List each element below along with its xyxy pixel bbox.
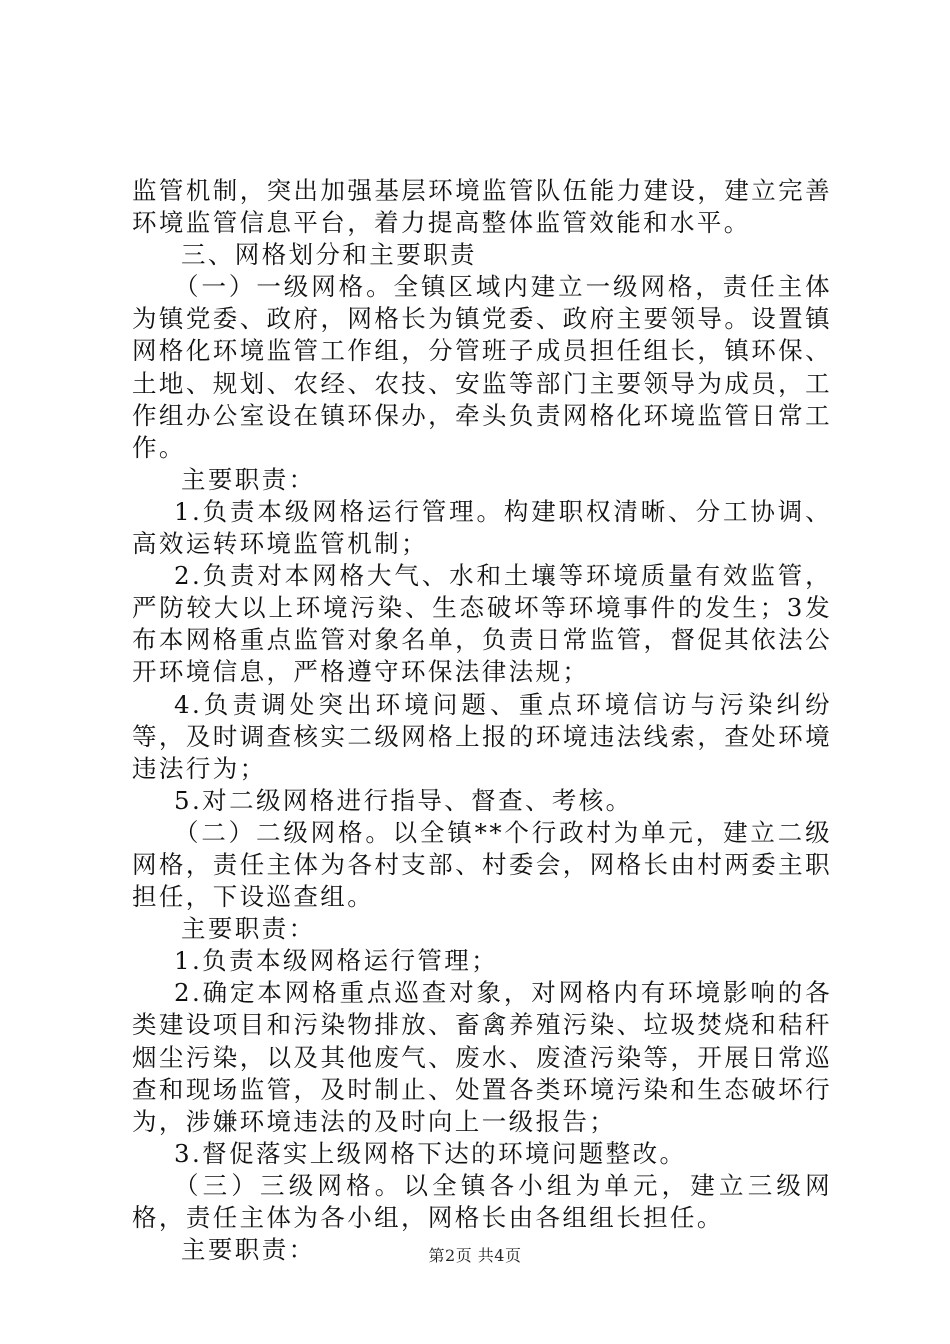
page-footer — [0, 1243, 950, 1266]
subheading: 主要职责： — [181, 1235, 316, 1265]
list-item: 2.确定本网格重点巡查对象，对网格内有环境影响的各类建设项目和污染物排放、畜禽养殖污染、垃圾焚烧和秸秆烟尘污染，以及其他废气、废水、废渣污染等，开展日常巡查和现场监管，及时制止、处置各类环境污染和生态破坏行为，涉嫌环境违法的及时向上一级报告； — [132, 978, 832, 1136]
subheading: 主要职责： — [181, 914, 316, 944]
document-body — [132, 175, 832, 1266]
section-heading: 三、网格划分和主要职责 — [181, 240, 477, 270]
list-item: 2.负责对本网格大气、水和土壤等环境质量有效监管，严防较大以上环境污染、生态破坏等环境事件的发生；3发布本网格重点监管对象名单，负责日常监管，督促其依法公开环境信息，严格遵守环保法律法规； — [132, 561, 832, 687]
subheading: 主要职责： — [181, 464, 316, 494]
paragraph: 监管机制，突出加强基层环境监管队伍能力建设，建立完善环境监管信息平台，着力提高整体监管效能和水平。 — [132, 176, 832, 238]
list-item: 5.对二级网格进行指导、督查、考核。 — [174, 785, 633, 815]
list-item: 1.负责本级网格运行管理； — [174, 946, 499, 976]
paragraph: （二）二级网格。以全镇**个行政村为单元，建立二级网格，责任主体为各村支部、村委会，网格长由村两委主职担任，下设巡查组。 — [132, 817, 832, 912]
list-item: 3.督促落实上级网格下达的环境问题整改。 — [174, 1138, 687, 1168]
list-item: 4.负责调处突出环境问题、重点环境信访与污染纠纷等，及时调查核实二级网格上报的环境违法线索，查处环境违法行为； — [132, 689, 832, 783]
list-item: 1.负责本级网格运行管理。构建职权清晰、分工协调、高效运转环境监管机制； — [132, 496, 832, 559]
paragraph: （一）一级网格。全镇区域内建立一级网格，责任主体为镇党委、政府，网格长为镇党委、政府主要领导。设置镇网格化环境监管工作组，分管班子成员担任组长，镇环保、土地、规划、农经、农技、安监等部门主要领导为成员，工作组办公室设在镇环保办，牵头负责网格化环境监管日常工作。 — [132, 272, 832, 462]
paragraph: （三）三级网格。以全镇各小组为单元，建立三级网格，责任主体为各小组，网格长由各组组长担任。 — [132, 1170, 832, 1232]
page-number: 第2页 共4页 — [428, 1246, 522, 1265]
